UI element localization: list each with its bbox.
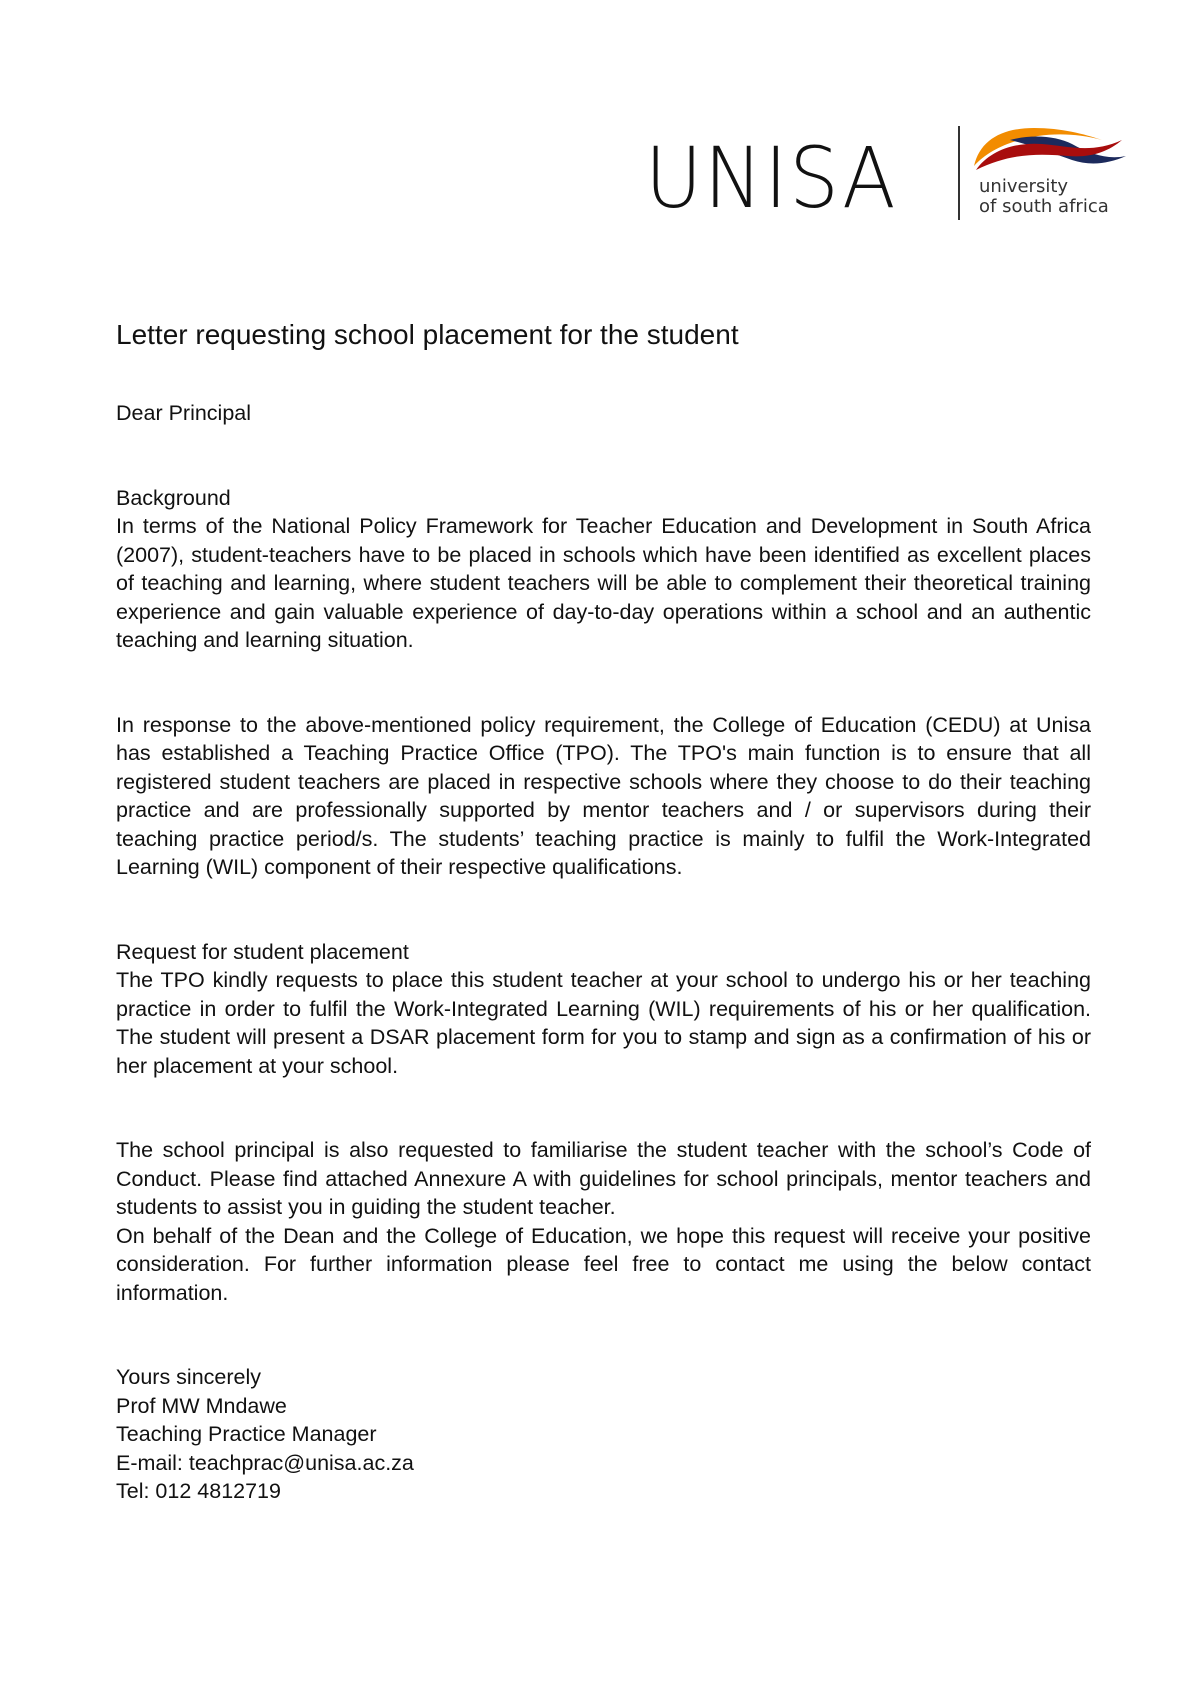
- contact-tel: Tel: 012 4812719: [116, 1479, 281, 1503]
- letter-title: Letter requesting school placement for the student: [116, 319, 739, 350]
- salutation: Dear Principal: [116, 401, 252, 425]
- section-background: [116, 484, 1091, 882]
- logo-divider: [958, 126, 960, 220]
- signatory-position: Teaching Practice Manager: [116, 1422, 377, 1446]
- paragraph: On behalf of the Dean and the College of Education, we hope this request will receive your positive consideration. For further information please feel free to contact me using the below contact information.: [116, 1223, 1091, 1305]
- unisa-logo: [645, 122, 1135, 227]
- logo-subtitle-line1: university: [979, 176, 1069, 197]
- letter-body: [116, 318, 1091, 1506]
- closing: Yours sincerely: [116, 1365, 261, 1389]
- logo-subtitle-line2: of south africa: [979, 196, 1109, 217]
- signature-block: [116, 1363, 1091, 1506]
- section-heading: Request for student placement: [116, 939, 409, 964]
- section-heading: Background: [116, 485, 231, 510]
- paragraph: In response to the above-mentioned policy requirement, the College of Education (CEDU) at Unisa has established a Teaching Practice Office (TPO). The TPO's main function is to ensure that all registered student teachers are placed in respective schools where they choose to do their teaching practice and are professionally supported by mentor teachers and / or supervisors during their teaching practice period/s. The students’ teaching practice is mainly to fulfil the Work-Integrated Learning (WIL) component of their respective qualifications.: [116, 712, 1091, 879]
- logo-wordmark: UNISA: [645, 129, 898, 227]
- section-request-placement: [116, 938, 1091, 1308]
- paragraph: The school principal is also requested to familiarise the student teacher with the school’s Code of Conduct. Please find attached Annexure A with guidelines for school principals, mentor teachers and students to assist you in guiding the student teacher.: [116, 1138, 1091, 1219]
- paragraph: In terms of the National Policy Framework for Teacher Education and Development in South Africa (2007), student-teachers have to be placed in schools which have been identified as excellent places of teaching and learning, where student teachers will be able to complement their theoretical training experience and gain valuable experience of day-to-day operations within a school and an authentic teaching and learning situation.: [116, 514, 1091, 652]
- paragraph: The TPO kindly requests to place this student teacher at your school to undergo his or her teaching practice in order to fulfil the Work-Integrated Learning (WIL) requirements of his or her qualification. The student will present a DSAR placement form for you to stamp and sign as a confirmation of his or her placement at your school.: [116, 968, 1091, 1078]
- signatory-name: Prof MW Mndawe: [116, 1393, 287, 1418]
- unisa-swoosh-icon: [972, 122, 1132, 178]
- logo-subtitle: [979, 177, 1109, 217]
- contact-email: E-mail: teachprac@unisa.ac.za: [116, 1450, 414, 1475]
